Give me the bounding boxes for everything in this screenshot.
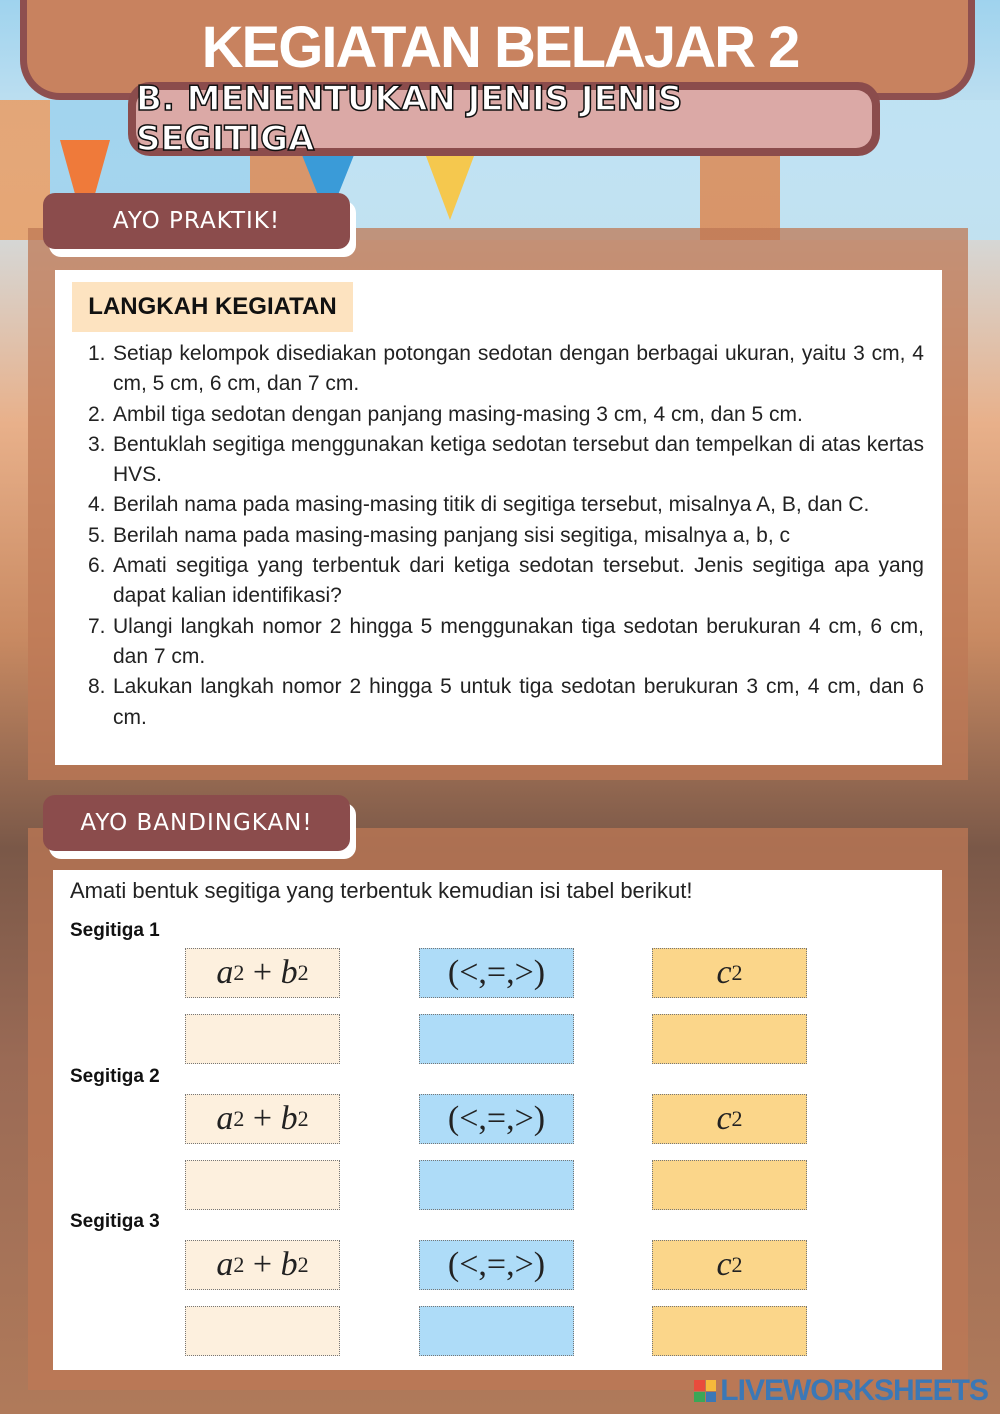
sum-squares-header: a 2 + b 2: [185, 948, 340, 998]
sum-squares-header: a 2 + b 2: [185, 1240, 340, 1290]
step-number: 6.: [88, 554, 106, 578]
comparison-input[interactable]: [419, 1014, 574, 1064]
step-text: Berilah nama pada masing-masing panjang sisi segitiga, misalnya a, b, c: [113, 523, 791, 547]
sum-squares-input[interactable]: [185, 1306, 340, 1356]
c-squared-header: c 2: [652, 1240, 807, 1290]
segitiga-label: Segitiga 3: [70, 1211, 160, 1232]
step-text: Setiap kelompok disediakan potongan sedotan dengan berbagai ukuran, yaitu 3 cm, 4 cm, 5 cm, 6 cm, dan 7 cm.: [113, 342, 924, 396]
list-item: [88, 339, 924, 400]
step-number: 2.: [88, 402, 106, 426]
langkah-kegiatan-heading: LANGKAH KEGIATAN: [72, 282, 353, 332]
c-squared-input[interactable]: [652, 1160, 807, 1210]
step-number: 5.: [88, 523, 106, 547]
subtitle-banner: [128, 79, 880, 159]
ayo-praktik-tab: AYO PRAKTIK!: [43, 193, 350, 249]
step-number: 1.: [88, 342, 106, 365]
c-squared-input[interactable]: [652, 1306, 807, 1356]
comparison-input[interactable]: [419, 1160, 574, 1210]
list-item: [88, 551, 924, 612]
subtitle: B. MENENTUKAN JENIS JENIS SEGITIGA: [136, 90, 872, 148]
c-squared-input[interactable]: [652, 1014, 807, 1064]
list-item: [88, 430, 924, 491]
comparison-header: (<,=,>): [419, 948, 574, 998]
step-text: Amati segitiga yang terbentuk dari ketiga sedotan tersebut. Jenis segitiga apa yang dapat kalian identifikasi?: [113, 554, 924, 608]
instruction-text: Amati bentuk segitiga yang terbentuk kemudian isi tabel berikut!: [70, 878, 693, 903]
step-number: 3.: [88, 432, 106, 456]
step-text: Ulangi langkah nomor 2 hingga 5 menggunakan tiga sedotan berukuran 4 cm, 6 cm, dan 7 cm.: [113, 614, 924, 668]
logo-text: LIVEWORKSHEETS: [720, 1374, 988, 1407]
step-text: Bentuklah segitiga menggunakan ketiga sedotan tersebut dan tempelkan di atas kertas HVS.: [113, 432, 924, 487]
sum-squares-input[interactable]: [185, 1014, 340, 1064]
step-number: 4.: [88, 493, 106, 517]
liveworksheets-icon: [694, 1380, 716, 1402]
comparison-header: (<,=,>): [419, 1094, 574, 1144]
segitiga-label: Segitiga 2: [70, 1066, 160, 1087]
step-number: 8.: [88, 675, 106, 699]
liveworksheets-logo: [694, 1374, 988, 1408]
step-text: Lakukan langkah nomor 2 hingga 5 untuk tiga sedotan berukuran 3 cm, 4 cm, dan 6 cm.: [113, 675, 924, 729]
list-item: [88, 672, 924, 733]
c-squared-header: c 2: [652, 1094, 807, 1144]
sum-squares-header: a 2 + b 2: [185, 1094, 340, 1144]
step-text: Berilah nama pada masing-masing titik di segitiga tersebut, misalnya A, B, dan C.: [113, 493, 870, 517]
list-item: [88, 521, 924, 551]
page-title: KEGIATAN BELAJAR 2: [201, 15, 799, 80]
ayo-bandingkan-tab: AYO BANDINGKAN!: [43, 795, 350, 851]
segitiga-label: Segitiga 1: [70, 920, 160, 941]
comparison-input[interactable]: [419, 1306, 574, 1356]
sum-squares-input[interactable]: [185, 1160, 340, 1210]
comparison-header: (<,=,>): [419, 1240, 574, 1290]
list-item: [88, 612, 924, 673]
list-item: [88, 400, 924, 430]
step-text: Ambil tiga sedotan dengan panjang masing-masing 3 cm, 4 cm, dan 5 cm.: [113, 402, 803, 426]
step-number: 7.: [88, 614, 106, 638]
steps-list: [88, 339, 924, 733]
c-squared-header: c 2: [652, 948, 807, 998]
list-item: [88, 490, 924, 520]
